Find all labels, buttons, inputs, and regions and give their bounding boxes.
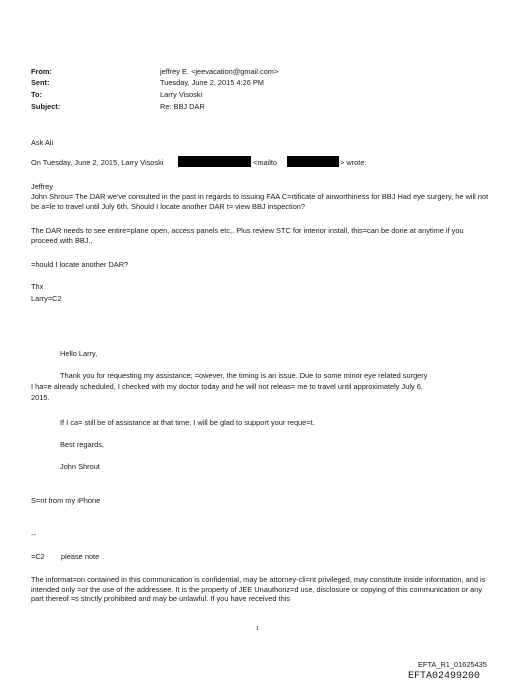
reply-line-2: I ha=e already scheduled, I checked with my doctor today and he will not releas= me to travel until approximately July 6,: [31, 382, 423, 391]
dashes-line: --: [31, 530, 36, 539]
reply-line-1: Thank you for requesting my assistance; =owever, the timing is an issue. Due to some minor eye related surgery: [60, 371, 428, 380]
page-number: 1: [256, 626, 260, 632]
john-signature: John Shrout: [60, 462, 100, 471]
subject-label: Subject:: [31, 102, 61, 111]
disclaimer-paragraph: The informat=on contained in this communication is confidential, may be attorney-cli=nt privileged, may constitute inside information, and is intended only =or the use of the addressee. It is the property of JEE Unauthoriz=d use, disclosure or copying of this communication or any part thereof =s strictly prohibited and may be unlawful. If you have received this: [31, 575, 486, 604]
sent-from-line: S=nt from my iPhone: [31, 496, 101, 505]
c2-line: =C2: [31, 552, 45, 561]
hello-line: Hello Larry,: [60, 349, 98, 358]
paragraph-dar-surgery: John Shrou= The DAR we've consulted in the past in regards to issuing FAA C=rtificate of airworthiness for BBJ Had eye surgery, he will not be a=le to travel until July 6th, Should I locate another DAR t= view BBJ inspection?: [31, 192, 489, 211]
subject-value: Re: BBJ DAR: [160, 102, 205, 111]
larry-signature: Larry=C2: [31, 294, 62, 303]
question-line: =hould I locate another DAR?: [31, 260, 129, 269]
quote-mailto: <mailto: [253, 158, 278, 167]
from-value: jeffrey E. <jeevacation@gmail.com>: [160, 67, 279, 76]
reply-line-3: 2015.: [31, 393, 50, 402]
quote-suffix: > wrote:: [340, 158, 367, 167]
thx-line: Thx: [31, 282, 44, 291]
paragraph-dar-needs: The DAR needs to see entire=plane open, access panels etc,. Plus review STC for interior install, this=can be done at anytime if you proceed with BBJ.,: [31, 226, 464, 245]
to-label: To:: [31, 90, 42, 99]
sent-value: Tuesday, June 2, 2015 4:26 PM: [160, 78, 264, 87]
ask-line: Ask Ali: [31, 138, 54, 147]
quote-prefix: On Tuesday, June 2, 2015, Larry Visoski: [31, 158, 164, 167]
still-assist-line: If I ca= still be of assistance at that time, I will be glad to support your reque=t.: [60, 418, 315, 427]
to-value: Larry Visoski: [160, 90, 203, 99]
document-id-large: EFTA02499200: [408, 671, 481, 682]
redaction-box: [287, 156, 339, 167]
redaction-box: [178, 156, 251, 167]
regards-line: Best regards,: [60, 440, 104, 449]
greeting-name: Jeffrey: [31, 182, 54, 191]
sent-label: Sent:: [31, 78, 50, 87]
document-id-small: EFTA_R1_01625435: [418, 660, 487, 669]
from-label: From:: [31, 67, 52, 76]
please-note-line: please note: [61, 552, 100, 561]
